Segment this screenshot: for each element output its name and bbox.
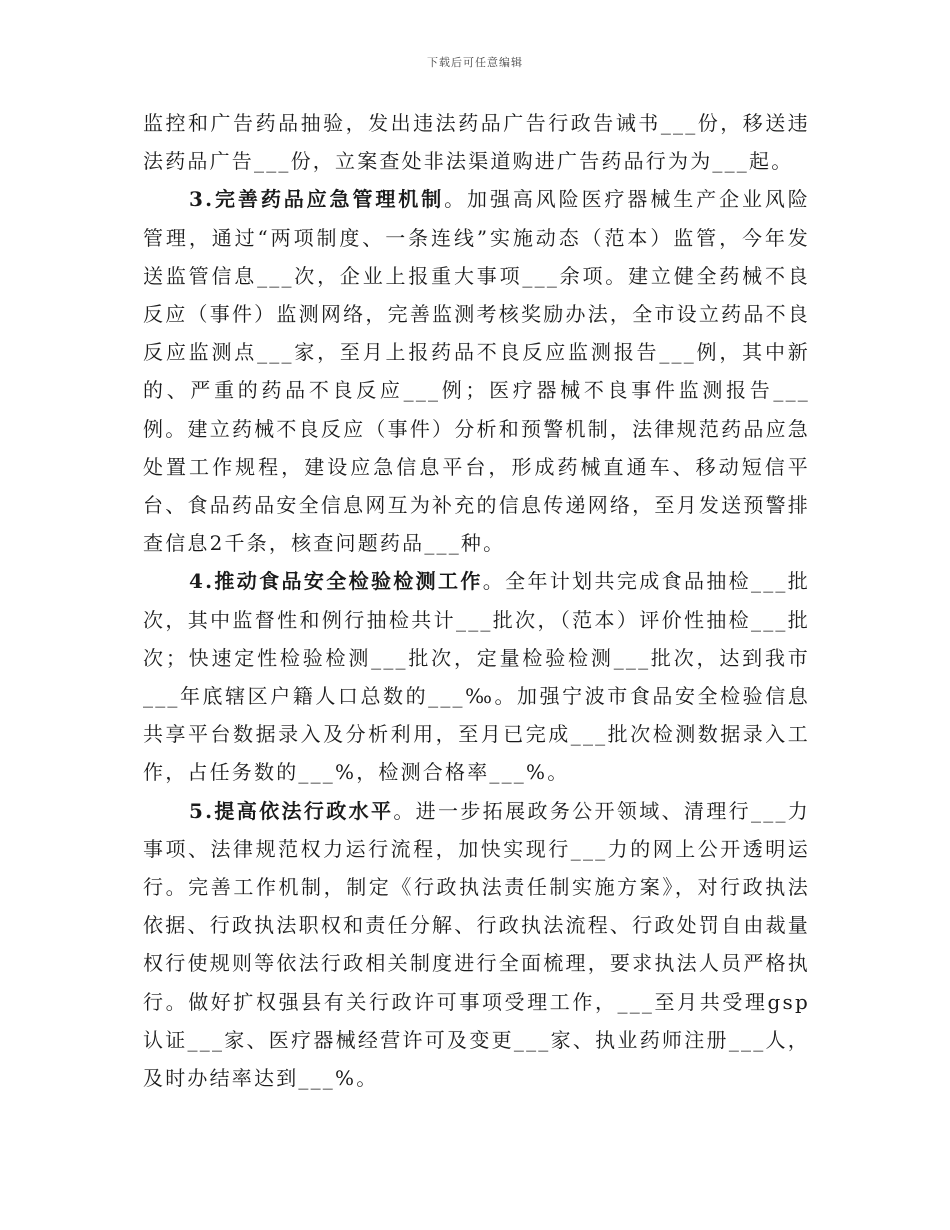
paragraph-administration-by-law [143,792,810,1098]
paragraph-emergency-management [143,180,810,562]
section-heading: 4.推动食品安全检验检测工作 [189,569,483,594]
document-body [143,104,810,1097]
section-heading: 3.完善药品应急管理机制 [189,187,445,212]
paragraph-text: 。全年计划共完成食品抽检___批次，其中监督性和例行抽检共计___批次，（范本）评价性抽检___批次；快速定性检验检测___批次，定量检验检测___批次，达到我市___年底辖区户籍人口总数的___‰。加强宁波市食品安全检验信息共享平台数据录入及分析利用，至月已完成___批次检测数据录入工作，占任务数的___%，检测合格率___%。 [143,569,810,785]
paragraph-text: 监控和广告药品抽验，发出违法药品广告行政告诫书___份，移送违法药品广告___份，立案查处非法渠道购进广告药品行为为___起。 [143,111,810,174]
section-heading: 5.提高依法行政水平 [189,798,394,823]
paragraph-continuation [143,104,810,180]
paragraph-food-safety-testing [143,562,810,791]
paragraph-text: 。加强高风险医疗器械生产企业风险管理，通过“两项制度、一条连线”实施动态（范本）监管，今年发送监管信息___次，企业上报重大事项___余项。建立健全药械不良反应（事件）监测网络，完善监测考核奖励办法，全市设立药品不良反应监测点___家，至月上报药品不良反应监测报告___例，其中新的、严重的药品不良反应___例；医疗器械不良事件监测报告___例。建立药械不良反应（事件）分析和预警机制，法律规范药品应急处置工作规程，建设应急信息平台，形成药械直通车、移动短信平台、食品药品安全信息网互为补充的信息传递网络，至月发送预警排查信息2千条，核查问题药品___种。 [143,187,811,556]
page-header: 下载后可任意编辑 [427,56,523,69]
paragraph-text: 。进一步拓展政务公开领域、清理行___力事项、法律规范权力运行流程，加快实现行___力的网上公开透明运行。完善工作机制，制定《行政执法责任制实施方案》，对行政执法依据、行政执法职权和责任分解、行政执法流程、行政处罚自由裁量权行使规则等依法行政相关制度进行全面梳理，要求执法人员严格执行。做好扩权强县有关行政许可事项受理工作，___至月共受理gsp认证___家、医疗器械经营许可及变更___家、执业药师注册___人，及时办结率达到___%。 [143,798,810,1091]
